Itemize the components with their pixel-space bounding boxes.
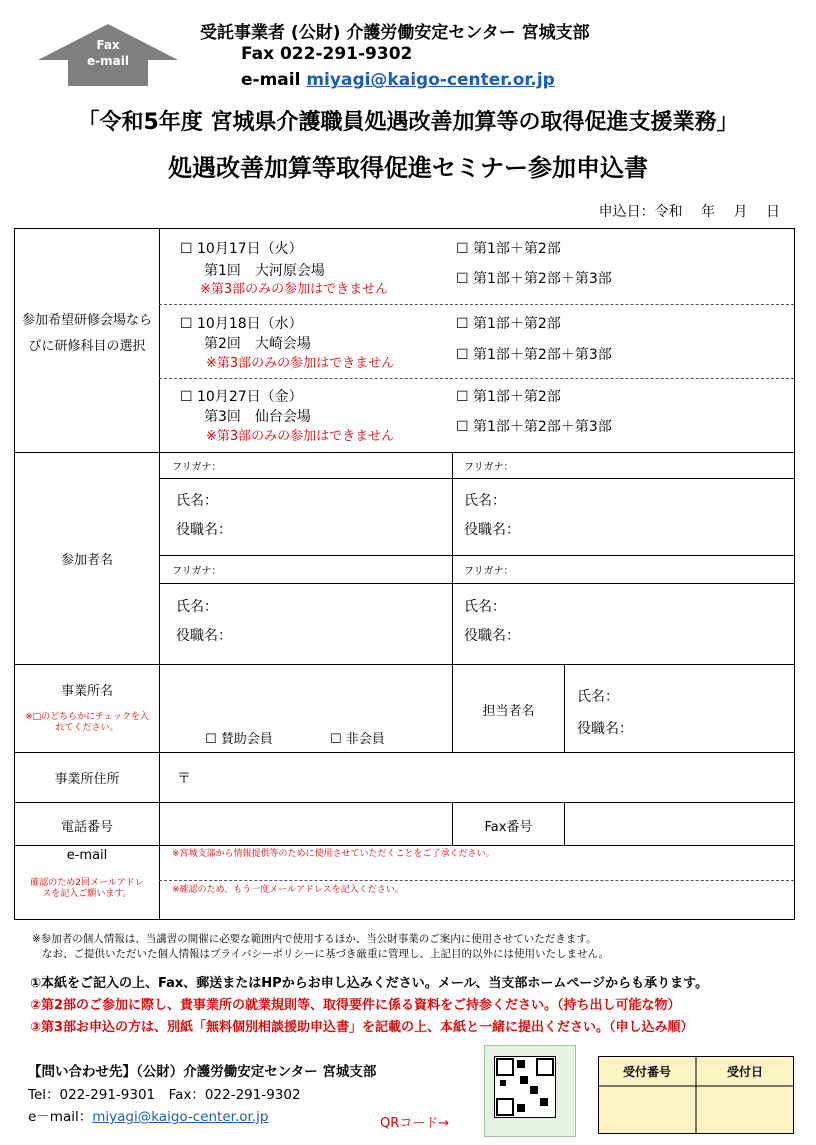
session-date-checkbox[interactable]: ☐ 10月17日（火） <box>180 241 303 257</box>
furigana-field[interactable]: フリガナ： <box>172 462 222 473</box>
instruction-3: ③第3部お申込の方は、別紙「無料個別相談援助申込書」を記載の上、本紙と一緒に提出ください。（申し込み順） <box>30 1020 694 1035</box>
phone-label: 電話番号 <box>60 820 113 835</box>
fax-label: Fax番号 <box>484 820 533 835</box>
email-hint-1: ※宮城支部から情報提供等のために使用させていただくことをご了承ください。 <box>172 849 495 859</box>
furigana-field[interactable]: フリガナ： <box>464 566 514 577</box>
contact-name-field[interactable]: 氏名： <box>577 689 619 705</box>
session-venue: 第2回 大崎会場 <box>204 336 311 352</box>
instruction-1: ①本紙をご記入の上、Fax、郵送またはHPからお申し込みください。メール、当支部ホームページからも承ります。 <box>30 976 709 991</box>
contact-email-line <box>28 1105 268 1125</box>
participants-label: 参加者名 <box>60 553 113 568</box>
fax-number: Fax 022-291-9302 <box>241 44 413 64</box>
email-line <box>241 70 555 90</box>
participant-position-field[interactable]: 役職名： <box>176 522 232 538</box>
contact-email-prefix: e－mail： <box>28 1109 93 1125</box>
fax-email-arrow-icon <box>36 22 180 88</box>
postal-mark[interactable]: 〒 <box>177 771 191 787</box>
receipt-box <box>598 1056 794 1134</box>
session-option-1[interactable]: ☐ 第1部＋第2部 <box>456 241 561 257</box>
address-label: 事業所住所 <box>54 772 120 787</box>
session-option-2[interactable]: ☐ 第1部＋第2部＋第3部 <box>456 347 612 363</box>
instruction-2: ②第2部のご参加に際し、貴事業所の就業規則等、取得要件に係る資料をご持参ください。（持ち出し可能な物） <box>30 998 681 1013</box>
svg-text:e-mail: e-mail <box>87 54 129 68</box>
application-date: 申込日：令和 年 月 日 <box>598 204 780 220</box>
participant-name-field[interactable]: 氏名： <box>176 493 218 509</box>
email-confirm-note: 確認のため2回メールアドレスを記入ご願います。 <box>30 878 144 899</box>
session-note: ※第3部のみの参加はできません <box>206 356 395 371</box>
svg-text:受付日: 受付日 <box>726 1065 764 1079</box>
nonmember-checkbox[interactable]: ☐ 非会員 <box>330 732 385 747</box>
qr-code-label: QRコード→ <box>380 1116 450 1131</box>
email-prefix: e-mail <box>241 70 307 90</box>
office-checkbox-note: ※□のどちらかにチェックを入れてください。 <box>25 712 149 733</box>
participant-name-field[interactable]: 氏名： <box>176 599 218 615</box>
furigana-field[interactable]: フリガナ： <box>464 462 514 473</box>
privacy-note-1: ※参加者の個人情報は、当講習の開催に必要な範囲内で使用するほか、当公財事業のご案内に使用させていただきます。 <box>32 933 597 945</box>
title-line-2: 処遇改善加算等取得促進セミナー参加申込書 <box>168 154 648 182</box>
email-label: e-mail <box>66 848 108 863</box>
session-venue: 第3回 仙台会場 <box>204 409 311 425</box>
title-line-1: 「令和5年度 宮城県介護職員処遇改善加算等の取得促進支援業務」 <box>77 110 739 135</box>
session-date-checkbox[interactable]: ☐ 10月18日（水） <box>180 316 303 332</box>
contact-email-link[interactable]: miyagi@kaigo-center.or.jp <box>92 1109 269 1125</box>
email-hint-2: ※確認のため、もう一度メールアドレスを記入ください。 <box>172 885 404 895</box>
furigana-field[interactable]: フリガナ： <box>172 566 222 577</box>
participant-name-field[interactable]: 氏名： <box>464 493 506 509</box>
office-name-label: 事業所名 <box>60 684 113 699</box>
contact-person-label: 担当者名 <box>482 704 535 719</box>
participant-position-field[interactable]: 役職名： <box>464 628 520 644</box>
privacy-note-2: なお、ご提供いただいた個人情報はプライバシーポリシーに基づき厳重に管理し、上記目的以外には使用いたしません。 <box>42 948 610 960</box>
session-note: ※第3部のみの参加はできません <box>200 282 389 297</box>
member-checkbox[interactable]: ☐ 賛助会員 <box>205 732 273 747</box>
participant-position-field[interactable]: 役職名： <box>176 628 232 644</box>
organization-name: 受託事業者 (公財) 介護労働安定センター 宮城支部 <box>200 23 590 43</box>
session-option-1[interactable]: ☐ 第1部＋第2部 <box>456 316 561 332</box>
contact-heading: 【問い合わせ先】（公財）介護労働安定センター 宮城支部 <box>28 1064 377 1080</box>
participant-name-field[interactable]: 氏名： <box>464 599 506 615</box>
contact-position-field[interactable]: 役職名： <box>577 721 633 737</box>
session-option-2[interactable]: ☐ 第1部＋第2部＋第3部 <box>456 419 612 435</box>
session-selection-label: 参加希望研修会場ならびに研修科目の選択 <box>21 313 152 354</box>
session-venue: 第1回 大河原会場 <box>204 263 325 279</box>
session-date-checkbox[interactable]: ☐ 10月27日（金） <box>180 389 303 405</box>
email-link[interactable]: miyagi@kaigo-center.or.jp <box>306 70 555 90</box>
session-option-1[interactable]: ☐ 第1部＋第2部 <box>456 389 561 405</box>
session-option-2[interactable]: ☐ 第1部＋第2部＋第3部 <box>456 271 612 287</box>
svg-text:Fax: Fax <box>96 38 120 52</box>
svg-text:受付番号: 受付番号 <box>622 1065 672 1079</box>
participant-position-field[interactable]: 役職名： <box>464 522 520 538</box>
contact-tel-fax: Tel：022-291-9301 Fax：022-291-9302 <box>28 1087 301 1103</box>
session-note: ※第3部のみの参加はできません <box>206 429 395 444</box>
